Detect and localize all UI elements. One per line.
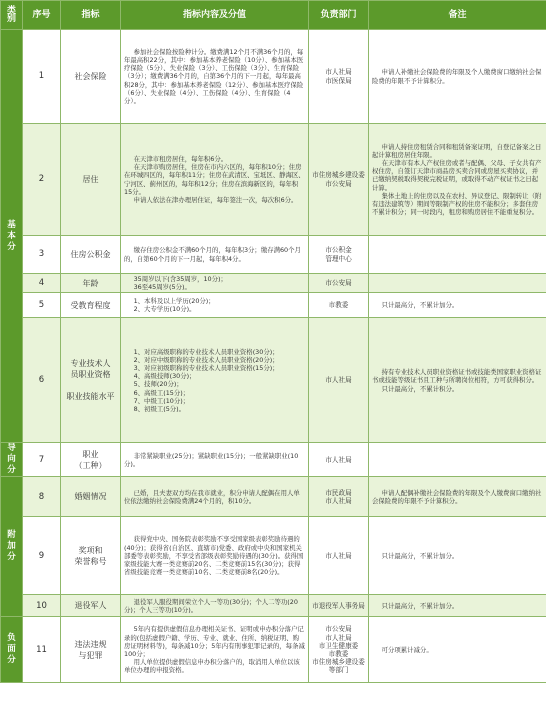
- note-cell: 只计最高分，不累计加分。: [369, 595, 546, 617]
- dept-cell: 市公积金 管理中心: [309, 236, 369, 274]
- seq-cell: 10: [23, 595, 61, 617]
- table-row: [1, 274, 546, 293]
- indicator-cell: 住房公积金: [61, 236, 121, 274]
- note-cell: 可分项累计减分。: [369, 617, 546, 683]
- indicator-cell: 社会保险: [61, 30, 121, 124]
- note-cell: [369, 236, 546, 274]
- indicator-cell: 受教育程度: [61, 293, 121, 318]
- table-row: [1, 517, 546, 595]
- note-cell: 申请人配偶补缴社会保险费的年限及个人缴费窗口缴纳社会保险费的年限不予计算积分。: [369, 477, 546, 517]
- dept-cell: 市人社局: [309, 318, 369, 443]
- content-cell: 获得党中央、国务院表彰奖励不享受国家级表彰奖励待遇的(40分)；获得省(自治区、直辖市)党委、政府或中央和国家机关部委等表彰奖励，不享受省部级表彰奖励待遇的(30分)。获得国家级技能大赛一类竞赛前20名、二类竞赛前15名(30分)；获得省级技能竞赛一类竞赛前10名、二类竞赛前8名(20分)。: [121, 517, 309, 595]
- table-row: [1, 236, 546, 274]
- dept-cell: 市人社局 市医保局: [309, 30, 369, 124]
- dept-cell: 市人社局: [309, 517, 369, 595]
- seq-cell: 6: [23, 318, 61, 443]
- category-cell-penalty: 负 面 分: [1, 617, 23, 683]
- seq-cell: 5: [23, 293, 61, 318]
- content-cell: 已婚，且夫妻双方均在我市就业，积分申请人配偶在用人单位依法缴纳社会保险费满24个月的，积10分。: [121, 477, 309, 517]
- indicator-cell: 婚姻情况: [61, 477, 121, 517]
- table-row: [1, 293, 546, 318]
- content-cell: 在天津市租房居住，每年积6分。 在天津市购房居住，住房在市内六区的，每年积10分；住房在环城四区的，每年积11分；住房在武清区、宝坻区、静海区、宁河区、蓟州区的，每年积12分；住房在滨海新区的，每年积15分。 申请人依法在津办理居住证，每年签注一次，每次积6分。: [121, 124, 309, 236]
- header-category: 类别: [1, 1, 23, 30]
- indicator-cell: 违法违规 与犯罪: [61, 617, 121, 683]
- header-seq: 序号: [23, 1, 61, 30]
- content-cell: 缴存住房公积金不满60个月的，每年积3分；缴存满60个月的，自第60个月的下一月起，每年积4分。: [121, 236, 309, 274]
- note-cell: [369, 443, 546, 477]
- note-cell: 只计最高分，不累计加分。: [369, 517, 546, 595]
- seq-cell: 1: [23, 30, 61, 124]
- header-indicator: 指标: [61, 1, 121, 30]
- category-cell-basic: 基 本 分: [1, 30, 23, 443]
- indicator-cell: 职业 （工种）: [61, 443, 121, 477]
- content-cell: 退役军人服役期间荣立个人一等功(30分)；个人二等功(20分)；个人三等功(10分)。: [121, 595, 309, 617]
- seq-cell: 2: [23, 124, 61, 236]
- content-cell: 参加社会保险按险种计分。缴费满12个月不满36个月的，每年最高积22分，其中：参加基本养老保险（10分）、参加基本医疗保险（5分）、失业保险（3分）、工伤保险（3分）、生育保险（3分）；缴费满36个月的，自第36个月的下一月起，每年最高积28分，其中：参加基本养老保险（12分）、参加基本医疗保险（6分）、失业保险（4分）、工伤保险（4分）、生育保险（4分）。: [121, 30, 309, 124]
- header-note: 备注: [369, 1, 546, 30]
- seq-cell: 3: [23, 236, 61, 274]
- seq-cell: 4: [23, 274, 61, 293]
- category-cell-bonus: 附 加 分: [1, 477, 23, 617]
- note-cell: 申请人补缴社会保险费的年限及个人缴费窗口缴纳社会保险费的年限不予计算积分。: [369, 30, 546, 124]
- content-cell: 1、本科及以上学历(20分)； 2、大专学历(10分)。: [121, 293, 309, 318]
- content-cell: 5年内有提供虚假信息办理相关证书、证明或申办积分落户记录的(包括虚假户籍、学历、专业、就业、住所、纳税证明、购房证明材料等)，每条减10分；5年内有刑事犯罪记录的，每条减100分； 用人单位提供虚假信息申办积分落户的，取消用人单位以该单位办理的申报资格。: [121, 617, 309, 683]
- table-row: [1, 318, 546, 443]
- note-cell: 持有专业技术人员职业资格证书或技能类国家职业资格证书或技能等级证书且工种与所聘岗位相符，方可获得积分。 只计最高分，不累计积分。: [369, 318, 546, 443]
- indicator-cell: 退役军人: [61, 595, 121, 617]
- category-cell-guide: 导 向 分: [1, 443, 23, 477]
- note-cell: 只计最高分，不累计加分。: [369, 293, 546, 318]
- dept-cell: 市人社局: [309, 443, 369, 477]
- seq-cell: 7: [23, 443, 61, 477]
- dept-cell: 市退役军人事务局: [309, 595, 369, 617]
- seq-cell: 11: [23, 617, 61, 683]
- table-row: [1, 477, 546, 517]
- content-cell: 35周岁以下(含35周岁，10分)； 36至45周岁(5分)。: [121, 274, 309, 293]
- dept-cell: 市住房城乡建设委 市公安局: [309, 124, 369, 236]
- dept-cell: 市公安局: [309, 274, 369, 293]
- table-row: [1, 617, 546, 683]
- table-row: [1, 443, 546, 477]
- seq-cell: 9: [23, 517, 61, 595]
- seq-cell: 8: [23, 477, 61, 517]
- dept-cell: 市教委: [309, 293, 369, 318]
- table-row: [1, 30, 546, 124]
- header-content: 指标内容及分值: [121, 1, 309, 30]
- content-cell: 非常紧缺职业(25分)；紧缺职业(15分)；一般紧缺职业(10分)。: [121, 443, 309, 477]
- indicator-cell: 年龄: [61, 274, 121, 293]
- header-row: [1, 1, 546, 30]
- dept-cell: 市公安局 市人社局 市卫生健康委 市教委 市住房城乡建设委 等部门: [309, 617, 369, 683]
- table-row: [1, 595, 546, 617]
- note-cell: [369, 274, 546, 293]
- content-cell: 1、对应高级职称的专业技术人员职业资格(30分)； 2、对应中级职称的专业技术人员职业资格(20分)； 3、对应初级职称的专业技术人员职业资格(15分)； 4、高级技师(30分)； 5、技师(20分)； 6、高级工(15分)； 7、中级工(10分)； 8、初级工(5分)。: [121, 318, 309, 443]
- table-row: [1, 124, 546, 236]
- dept-cell: 市民政局 市人社局: [309, 477, 369, 517]
- indicator-cell: 居住: [61, 124, 121, 236]
- note-cell: 申请人持住房租赁合同和租赁备案证明，自登记备案之日起计算租房居住年限。 在天津市有本人产权住房或者与配偶、父母、子女共有产权住房，自签订天津市商品房买卖合同或房屋买卖协议，并已缴纳契税取得契税完税证明，或取得不动产权证书之日起计算。 集体土地上的住房以及在农村、异议登记、限制转让（附有违法建筑等）期间等限制产权的住房不能积分；多套住房不累计积分；同一时段内，租房和购房居住不能重复积分。: [369, 124, 546, 236]
- indicator-cell: 专业技术人 员职业资格 职业技能水平: [61, 318, 121, 443]
- header-dept: 负责部门: [309, 1, 369, 30]
- indicator-cell: 奖项和 荣誉称号: [61, 517, 121, 595]
